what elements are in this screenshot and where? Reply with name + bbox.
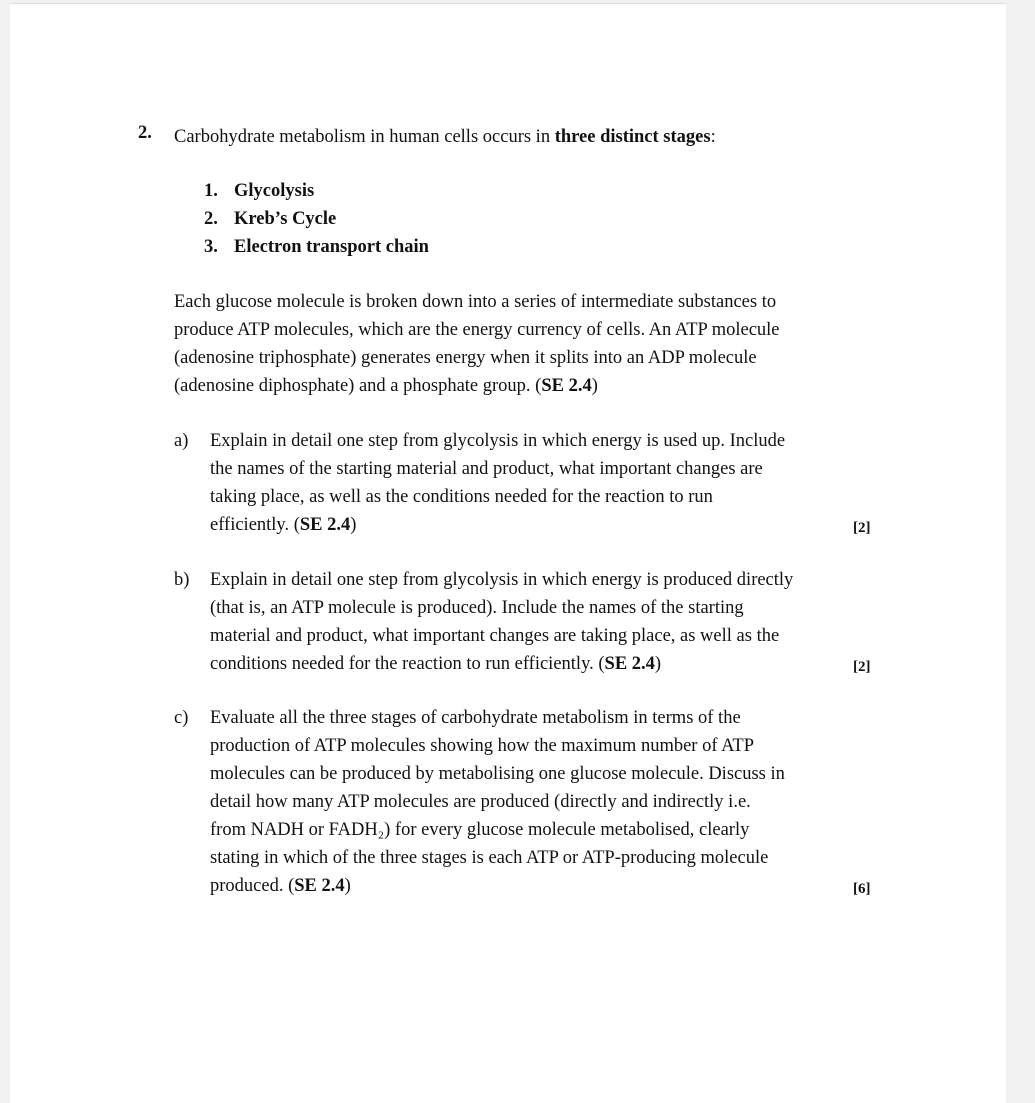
part-line: Explain in detail one step from glycolysis in which energy is produced directly <box>210 570 794 590</box>
part-line: production of ATP molecules showing how the maximum number of ATP <box>210 736 754 756</box>
part-line: from NADH or FADH₂) for every glucose molecule metabolised, clearly <box>210 820 750 840</box>
part-line-text: efficiently. ( <box>210 515 300 535</box>
part-line: molecules can be produced by metabolising one glucose molecule. Discuss in <box>210 764 785 784</box>
document-page <box>10 3 1006 1103</box>
paragraph-line-text: (adenosine diphosphate) and a phosphate group. ( <box>174 376 542 396</box>
part-line: material and product, what important changes are taking place, as well as the <box>210 626 780 646</box>
stage-number: 1. <box>204 181 218 201</box>
question-number: 2. <box>138 123 152 143</box>
intro-suffix: : <box>710 127 716 147</box>
part-line: stating in which of the three stages is each ATP or ATP-producing molecule <box>210 848 769 868</box>
intro-paragraph <box>174 288 874 400</box>
reference-close: ) <box>591 376 598 396</box>
stage-number: 3. <box>204 237 218 257</box>
part-line: the names of the starting material and product, what important changes are <box>210 459 763 479</box>
part-line <box>210 872 850 900</box>
stage-item <box>204 233 429 261</box>
part-text <box>210 704 850 900</box>
stage-label: Glycolysis <box>234 181 315 201</box>
marks-label: [6] <box>853 881 871 897</box>
stage-number: 2. <box>204 209 218 229</box>
part-letter: b) <box>174 570 190 590</box>
stage-label: Electron transport chain <box>234 237 429 257</box>
stage-item <box>204 177 429 205</box>
intro-bold: three distinct stages <box>554 127 711 147</box>
stages-list <box>204 177 429 261</box>
se-reference: SE 2.4 <box>299 515 351 535</box>
part-line-text: conditions needed for the reaction to run efficiently. ( <box>210 654 605 674</box>
reference-close: ) <box>654 654 662 674</box>
part-line: taking place, as well as the conditions needed for the reaction to run <box>210 487 713 507</box>
question-intro <box>174 123 716 151</box>
part-line: (that is, an ATP molecule is produced). Include the names of the starting <box>210 598 744 618</box>
reference-close: ) <box>350 515 357 535</box>
se-reference: SE 2.4 <box>541 376 592 396</box>
part-line: detail how many ATP molecules are produced (directly and indirectly i.e. <box>210 792 751 812</box>
part-letter: c) <box>174 708 189 728</box>
part-line: Explain in detail one step from glycolysis in which energy is used up. Include <box>210 431 786 451</box>
stage-item <box>204 205 429 233</box>
part-line <box>210 511 850 539</box>
part-text <box>210 427 850 539</box>
se-reference: SE 2.4 <box>604 654 655 674</box>
intro-text: Carbohydrate metabolism in human cells occurs in <box>174 127 555 147</box>
se-reference: SE 2.4 <box>294 876 345 896</box>
paragraph-line: produce ATP molecules, which are the energy currency of cells. An ATP molecule <box>174 320 780 340</box>
part-line <box>210 650 850 678</box>
marks-label: [2] <box>853 520 871 536</box>
marks-label: [2] <box>853 659 871 675</box>
reference-close: ) <box>344 876 351 896</box>
paragraph-line <box>174 372 874 400</box>
paragraph-line: (adenosine triphosphate) generates energy when it splits into an ADP molecule <box>174 348 757 368</box>
stage-label: Kreb’s Cycle <box>234 209 337 229</box>
part-letter: a) <box>174 431 189 451</box>
part-text <box>210 566 850 678</box>
paragraph-line: Each glucose molecule is broken down into a series of intermediate substances to <box>174 292 777 312</box>
part-line: Evaluate all the three stages of carbohydrate metabolism in terms of the <box>210 708 741 728</box>
part-line-text: produced. ( <box>210 876 295 896</box>
